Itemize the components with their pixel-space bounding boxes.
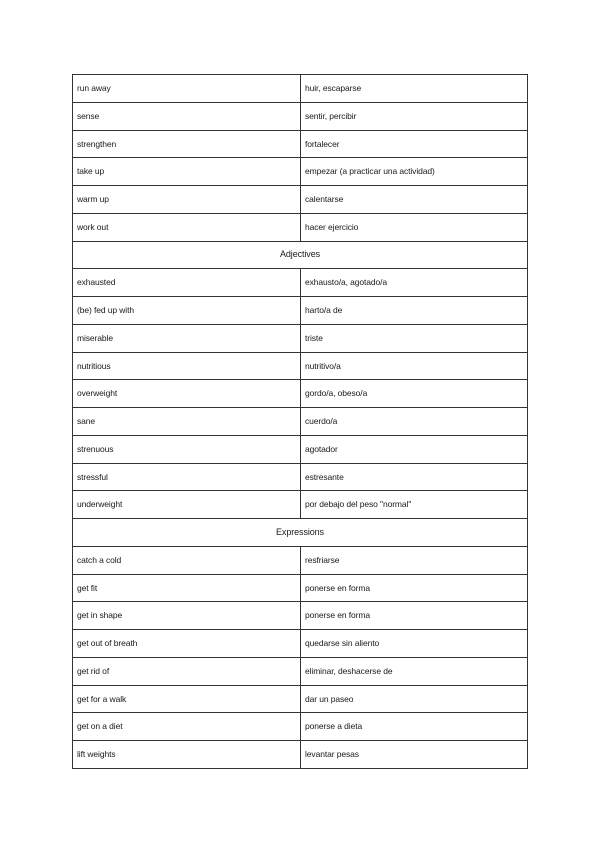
english-term: lift weights (73, 741, 301, 769)
spanish-translation: ponerse en forma (301, 602, 528, 630)
table-row (73, 297, 528, 325)
spanish-translation: huir, escaparse (301, 75, 528, 103)
table-row (73, 463, 528, 491)
english-term: stressful (73, 463, 301, 491)
table-row (73, 546, 528, 574)
english-term: get rid of (73, 657, 301, 685)
spanish-translation: eliminar, deshacerse de (301, 657, 528, 685)
english-term: run away (73, 75, 301, 103)
table-row (73, 75, 528, 103)
english-term: get out of breath (73, 630, 301, 658)
table-row (73, 713, 528, 741)
english-term: exhausted (73, 269, 301, 297)
english-term: get on a diet (73, 713, 301, 741)
english-term: nutritious (73, 352, 301, 380)
spanish-translation: ponerse a dieta (301, 713, 528, 741)
spanish-translation: gordo/a, obeso/a (301, 380, 528, 408)
english-term: miserable (73, 324, 301, 352)
spanish-translation: exhausto/a, agotado/a (301, 269, 528, 297)
english-term: take up (73, 158, 301, 186)
table-row (73, 602, 528, 630)
spanish-translation: cuerdo/a (301, 408, 528, 436)
table-row (73, 269, 528, 297)
spanish-translation: empezar (a practicar una actividad) (301, 158, 528, 186)
table-row (73, 408, 528, 436)
table-row (73, 130, 528, 158)
english-term: sense (73, 102, 301, 130)
spanish-translation: calentarse (301, 186, 528, 214)
table-row (73, 158, 528, 186)
table-row (73, 630, 528, 658)
english-term: (be) fed up with (73, 297, 301, 325)
table-row (73, 213, 528, 241)
spanish-translation: fortalecer (301, 130, 528, 158)
spanish-translation: levantar pesas (301, 741, 528, 769)
section-title: Expressions (73, 519, 528, 547)
english-term: get in shape (73, 602, 301, 630)
spanish-translation: por debajo del peso "normal" (301, 491, 528, 519)
english-term: strengthen (73, 130, 301, 158)
english-term: warm up (73, 186, 301, 214)
table-row (73, 102, 528, 130)
spanish-translation: sentir, percibir (301, 102, 528, 130)
english-term: get for a walk (73, 685, 301, 713)
spanish-translation: triste (301, 324, 528, 352)
spanish-translation: agotador (301, 435, 528, 463)
english-term: sane (73, 408, 301, 436)
table-row (73, 491, 528, 519)
section-title: Adjectives (73, 241, 528, 269)
table-row (73, 186, 528, 214)
table-row (73, 435, 528, 463)
english-term: underweight (73, 491, 301, 519)
spanish-translation: resfriarse (301, 546, 528, 574)
english-term: work out (73, 213, 301, 241)
spanish-translation: ponerse en forma (301, 574, 528, 602)
table-row (73, 657, 528, 685)
vocabulary-table-body (73, 75, 528, 769)
table-row (73, 324, 528, 352)
section-header-row (73, 241, 528, 269)
table-row (73, 685, 528, 713)
english-term: overweight (73, 380, 301, 408)
english-term: get fit (73, 574, 301, 602)
spanish-translation: estresante (301, 463, 528, 491)
spanish-translation: quedarse sin aliento (301, 630, 528, 658)
english-term: strenuous (73, 435, 301, 463)
spanish-translation: hacer ejercicio (301, 213, 528, 241)
table-row (73, 352, 528, 380)
spanish-translation: dar un paseo (301, 685, 528, 713)
table-row (73, 380, 528, 408)
english-term: catch a cold (73, 546, 301, 574)
table-row (73, 574, 528, 602)
vocabulary-table (72, 74, 528, 769)
spanish-translation: nutritivo/a (301, 352, 528, 380)
table-row (73, 741, 528, 769)
spanish-translation: harto/a de (301, 297, 528, 325)
section-header-row (73, 519, 528, 547)
